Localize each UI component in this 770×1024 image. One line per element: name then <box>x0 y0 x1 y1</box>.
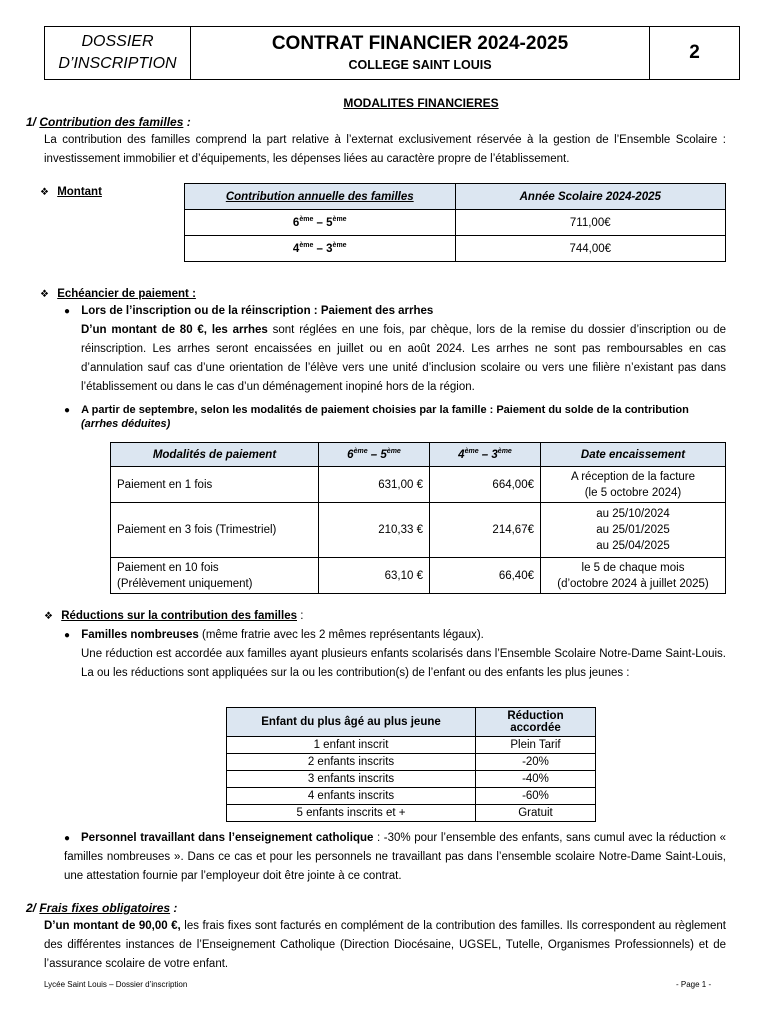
footer-page: - Page 1 - <box>676 980 712 989</box>
echeancier-bullet1-title: Lors de l’inscription ou de la réinscription : Paiement des arrhes <box>81 305 434 317</box>
cell-amount: 664,00€ <box>430 467 541 503</box>
header-left-box <box>45 27 191 79</box>
header-left-line2: D’INSCRIPTION <box>58 55 177 72</box>
th-col1: 6ème – 5ème <box>319 443 430 467</box>
table-row <box>111 558 726 594</box>
th-contribution: Contribution annuelle des familles <box>185 184 456 210</box>
cell-amount: 711,00€ <box>455 210 726 236</box>
th-enfant: Enfant du plus âgé au plus jeune <box>227 708 476 737</box>
table-row <box>111 503 726 558</box>
bullet-dot-icon: ● <box>64 405 71 416</box>
th-col2: 4ème – 3ème <box>430 443 541 467</box>
montant-label-row <box>40 186 102 198</box>
header-subtitle: COLLEGE SAINT LOUIS <box>348 58 492 72</box>
table-row: 5 enfants inscrits et + Gratuit <box>227 805 596 822</box>
s1-num: 1/ <box>26 115 37 129</box>
s1-colon: : <box>183 115 191 129</box>
echeancier-bullet2-title: A partir de septembre, selon les modalités de paiement choisies par la famille : Paiement du solde de la contribution <box>81 404 689 416</box>
cell-date: le 5 de chaque mois (d’octobre 2024 à juillet 2025) <box>541 558 726 594</box>
cell-date: au 25/10/2024 au 25/01/2025 au 25/04/2025 <box>541 503 726 558</box>
cell-level: 6ème – 5ème <box>185 210 456 236</box>
th-reduction: Réduction accordée <box>476 708 596 737</box>
reductions-bullet2: ● Personnel travaillant dans l’enseignement catholique : -30% pour l’ensemble des enfants, sans cumul avec la réduction « familles nombreuses ». Dans ce cas et pour les personnels ne travaillant pas dans l’ensemble scolaire Notre-Dame Saint-Louis, une attestation fournie par l’employeur doit être jointe à ce contrat. <box>64 829 726 886</box>
cell-label: Paiement en 1 fois <box>111 467 319 503</box>
cell-level: 4ème – 3ème <box>185 236 456 262</box>
echeancier-bullet2-sub: (arrhes déduites) <box>81 418 171 430</box>
echeancier-bullet1-text: D’un montant de 80 €, les arrhes sont réglées en une fois, par chèque, lors de la remise du dossier d’inscription ou de réinscription. Les arrhes seront encaissées en juillet ou en août 2024. Les arrhes ne sont pas remboursables en cas d’annulation sauf cas d’une orientation de l’élève vers une unité d’inclusion scolaire ou vers une filière n’existant pas dans l’établissement ou dans le cas d’un déménagement inopiné hors de la région. <box>81 324 727 393</box>
footer-left: Lycée Saint Louis – Dossier d’inscription <box>44 980 188 989</box>
s1-text: La contribution des familles comprend la part relative à l’externat exclusivement réservée à la gestion de l’Ensemble Scolaire : investissement immobilier et d’équipements, les dépenses liées au caractère propre de l’établissement. <box>44 134 726 165</box>
diamond-bullet-icon: ❖ <box>40 289 49 300</box>
s1-title: Contribution des familles <box>39 115 184 129</box>
section-title: MODALITES FINANCIERES <box>343 96 499 110</box>
document-header <box>44 26 740 80</box>
cell-amount: 66,40€ <box>430 558 541 594</box>
cell-amount: 210,33 € <box>319 503 430 558</box>
table-row: 1 enfant inscrit Plein Tarif <box>227 737 596 754</box>
table-header-row <box>185 184 726 210</box>
cell-amount: 631,00 € <box>319 467 430 503</box>
bullet-dot-icon: ● <box>64 833 71 844</box>
th-modalites: Modalités de paiement <box>111 443 319 467</box>
s2-num: 2/ <box>26 901 37 915</box>
cell-amount: 63,10 € <box>319 558 430 594</box>
table-row <box>185 236 726 262</box>
table-header-row <box>111 443 726 467</box>
th-date: Date encaissement <box>541 443 726 467</box>
table-header-row <box>227 708 596 737</box>
reductions-bullet1-row: ● Familles nombreuses (même fratrie avec les 2 mêmes représentants légaux). <box>64 629 484 641</box>
echeancier-label: Echéancier de paiement : <box>57 288 196 300</box>
cell-amount: 214,67€ <box>430 503 541 558</box>
table-row <box>185 210 726 236</box>
table-row: 2 enfants inscrits -20% <box>227 754 596 771</box>
diamond-bullet-icon: ❖ <box>40 187 49 198</box>
montant-table <box>184 183 726 262</box>
header-title: CONTRAT FINANCIER 2024-2025 <box>271 33 569 54</box>
s2-title: Frais fixes obligatoires <box>39 901 171 915</box>
s1-heading <box>26 115 191 129</box>
bullet-dot-icon: ● <box>64 630 71 641</box>
cell-label: Paiement en 10 fois (Prélèvement uniquement) <box>111 558 319 594</box>
reduction-table <box>226 707 596 822</box>
header-title-box <box>191 27 650 79</box>
table-row: 4 enfants inscrits -60% <box>227 788 596 805</box>
s2-heading: 2/ Frais fixes obligatoires : <box>26 901 178 915</box>
montant-label: Montant <box>57 186 102 198</box>
echeancier-bullet1-title-row <box>64 305 433 317</box>
s2-text: D’un montant de 90,00 €, les frais fixes sont facturés en complément de la contribution des familles. Ils correspondent au règlement des différentes instances de l’Enseignement Catholique (Direction Diocésaine, UGSEL, Tutelle, Organismes Professionnels) et de l’assurance scolaire de votre enfant. <box>44 920 726 970</box>
echeancier-label-row <box>40 288 196 300</box>
paiement-table <box>110 442 726 594</box>
table-row <box>111 467 726 503</box>
header-page-number: 2 <box>689 42 700 63</box>
header-left-line1: DOSSIER <box>81 33 154 50</box>
table-row: 3 enfants inscrits -40% <box>227 771 596 788</box>
reductions-bullet1-title: Familles nombreuses <box>81 629 199 641</box>
th-annee: Année Scolaire 2024-2025 <box>455 184 726 210</box>
cell-date: A réception de la facture (le 5 octobre 2024) <box>541 467 726 503</box>
cell-amount: 744,00€ <box>455 236 726 262</box>
reductions-label: Réductions sur la contribution des familles <box>61 610 297 622</box>
diamond-bullet-icon: ❖ <box>44 611 53 622</box>
cell-label: Paiement en 3 fois (Trimestriel) <box>111 503 319 558</box>
bullet-dot-icon: ● <box>64 306 71 317</box>
reductions-bullet1-text: Une réduction est accordée aux familles ayant plusieurs enfants scolarisés dans l’Ensemble Scolaire Notre-Dame Saint-Louis. La ou les réductions sont appliquées sur la ou les contribution(s) de l’enfant ou des enfants les plus jeunes : <box>81 648 726 679</box>
echeancier-bullet2 <box>64 402 726 419</box>
reductions-label-row: ❖ Réductions sur la contribution des familles : <box>44 610 304 622</box>
